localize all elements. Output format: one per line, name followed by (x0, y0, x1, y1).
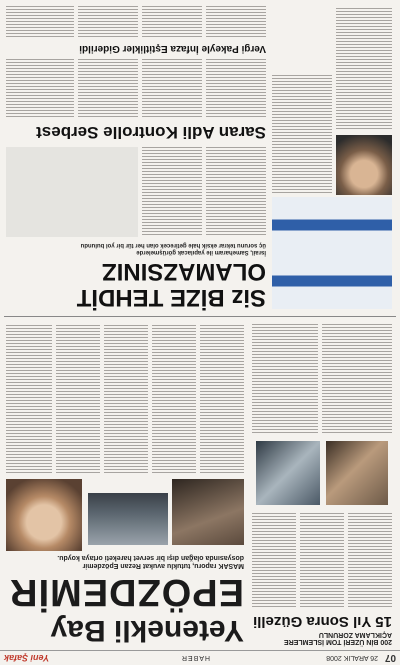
main-text-col-2 (152, 325, 196, 475)
bottom-right-text-col-1 (206, 5, 266, 39)
main-subheadline (6, 552, 244, 569)
bottom-right-text-col-2 (142, 5, 202, 39)
top-right-subheadline-1: İsrail, Sameharam ile yapılacak görüşmelerde (136, 249, 266, 255)
left-story-text-col-1 (348, 511, 392, 609)
mid-right-text-col-4 (6, 57, 74, 119)
flag-photo (272, 197, 392, 309)
mid-right-headline: Saran Adli Kontrolle Serbest (36, 123, 266, 142)
left-story-kicker-1: 200 BİN ÜZERİ TOM İSLEMLERE (284, 638, 392, 645)
left-story-kicker (252, 631, 392, 645)
mid-right-text-col-1 (206, 57, 266, 119)
top-right-text-col-4 (142, 147, 202, 237)
top-right-headline-2: OLAMAZSINIZ (102, 258, 266, 285)
main-headline-2: EPÖZDEMİR (9, 571, 244, 613)
main-photo-portrait (6, 479, 82, 551)
left-story-kicker-2: AÇIKLAMA ZORUNLU (318, 631, 392, 638)
left-story-text-col-2 (300, 511, 344, 609)
left-story-text-col-3 (252, 511, 296, 609)
politician-photo (336, 135, 392, 195)
main-text-col-5 (6, 325, 52, 475)
left-story-text-col-5 (252, 323, 318, 435)
mid-right-highlight-bar (6, 147, 138, 237)
main-subheadline-2: dosyasında olağan dışı bir servet hareketi ortaya koydu. (57, 553, 244, 561)
page-number: 07 (384, 652, 396, 663)
top-right-headline-1: Siz BİZE TEHDİT (76, 284, 266, 311)
bottom-right-text-col-3 (78, 5, 138, 39)
section-divider (4, 316, 396, 317)
top-right-subheadline-2: üç sorunu tekrar eksik hale getirecek olan her tür bir yol bulundu (80, 241, 266, 248)
main-text-col-3 (104, 325, 148, 475)
mid-right-text-col-3 (78, 57, 138, 119)
top-right-text-col-1 (272, 75, 332, 195)
left-story-photo-1 (326, 441, 388, 505)
bottom-right-headline: Vergi Pakeyle İnfaza Eştitlikler Giderildi (79, 43, 266, 54)
page-header (0, 650, 400, 665)
main-text-col-1 (200, 325, 244, 475)
main-headline-1: Yetenekli Bay (50, 614, 244, 647)
bottom-right-text-col-4 (6, 5, 74, 39)
main-photo-office (172, 479, 244, 545)
left-story-photo-2 (256, 441, 320, 505)
newspaper-logo: Yeni Şafak (4, 653, 50, 663)
mid-right-text-col-2 (142, 57, 202, 119)
main-photo-building (88, 493, 168, 545)
top-right-text-col-3 (206, 147, 266, 237)
top-right-text-col-2 (336, 7, 392, 131)
main-subheadline-1: MASAK raporu, tutuklu avukat Rezan Epözdemir (82, 562, 244, 569)
main-text-col-4 (56, 325, 100, 475)
section-label: HABER (180, 654, 210, 661)
left-story-text-col-4 (322, 323, 392, 435)
left-story-headline: 15 Yıl Sonra Güzelli (253, 613, 392, 630)
top-right-subheadline (6, 241, 266, 255)
issue-date: 26 ARALIK 2008 (326, 654, 378, 661)
